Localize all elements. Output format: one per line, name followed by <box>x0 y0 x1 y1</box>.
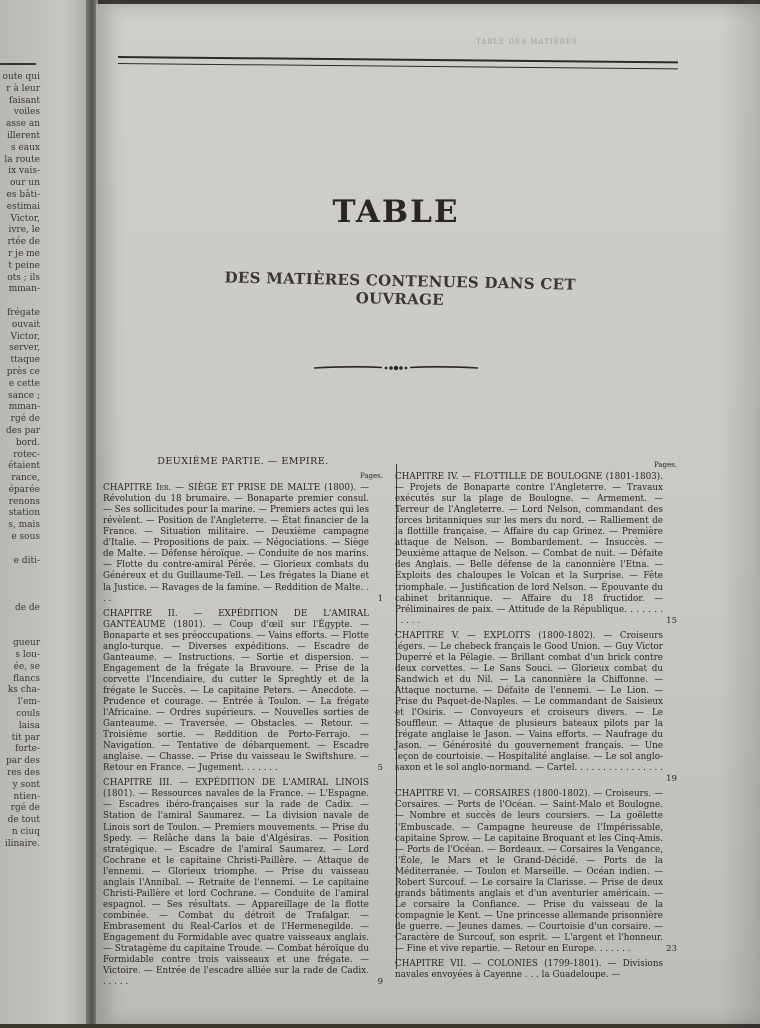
left-page-line: r à leur <box>6 83 40 94</box>
left-page-line: ée, se <box>13 661 40 672</box>
chapter-summary: — Divisions navales envoyées à Cayenne . . . la Guadeloupe. — <box>395 959 664 981</box>
toc-entry <box>395 472 677 627</box>
page-subtitle: DES MATIÈRES CONTENUES DANS CET OUVRAGE <box>224 268 576 309</box>
left-page-line: ouvait <box>11 319 40 330</box>
page-number: 5 <box>377 763 383 774</box>
left-page-line: ntien- <box>13 791 40 802</box>
running-head: TABLE DES MATIÈRES <box>476 38 578 46</box>
part-heading: DEUXIÈME PARTIE. — EMPIRE. <box>157 456 329 467</box>
toc-entry <box>395 631 677 786</box>
left-page-line <box>0 296 40 308</box>
left-page-line: la route <box>4 154 40 165</box>
left-page-line: rotec- <box>13 449 40 460</box>
left-page-line: laisa <box>18 720 40 731</box>
left-page-line: es bâti- <box>6 189 40 200</box>
chapter-heading: CHAPITRE IV. — FLOTTILLE DE BOULOGNE (1801-1803). <box>395 472 663 483</box>
chapter-summary: — Croiseurs. — Corsaires. — Ports de l'Océan. — Saint-Malo et Boulogne. — Nombre et succès de leurs coursiers. — La goëlette l'Embuscade. — Campagne heureuse de l'Impérissable, capitaine Sprow. — Le capitaine Broquant et les Cinq-Amis. — Ports de l'Océan. — Bordeaux. — Corsaires la Vengance, l'Éole, le Mars et le Grand-Décidé. — Ports de la Méditerranée. — Toulon et Marseille. — Océan indien. — Robert Surcouf. — Le corsaire la Clarisse. — Prise de deux grands bâtiments anglais et d'un aventurier américain. — Le corsaire la Confiance. — Prise du vaisseau de la compagnie le Kent. — Une princesse allemande prisonnière de guerre. — Jeunes dames. — Courtoisie d'un corsaire. — Caractère de Surcouf, son esprit. — L'argent et l'honneur. — Fine et vive repartie. — Retour en Europe. . . . . . . <box>395 789 663 955</box>
left-page-line: renons <box>8 496 40 507</box>
left-page-line: des par <box>6 425 40 436</box>
top-double-rule <box>118 56 678 69</box>
toc-left-column <box>103 456 383 992</box>
left-page-line: ks cha- <box>7 685 40 696</box>
chapter-summary: (1801). — Coup d'œil sur l'Égypte. — Bonaparte et ses préoccupations. — Vains efforts. — Flotte anglo-turque. — Diverses expéditions. — Escadre de Ganteaume. — Instructions. — Sortie et dispersion. — Engagement de la frégate la Bravoure. — Prise de la corvette l'Incendiaire, du cutter le Spreghtly et de la frégate le Succès. — Le capitaine Peters. — Anecdote. — Prudence et courage. — Entrée à Toulon. — La frégate l'Africaine. — Ordres supérieurs. — Nouvelles sorties de Ganteaume. — Traversée. — Obstacles. — Retour. — Troisième sortie. — Reddition de Porto-Ferrajo. — Navigation. — Tentative de débarquement. — Escadre anglaise. — Chasse. — Prise du vaisseau le Swiftshure. — Retour en France. — Jugement. . . . . . . <box>103 619 369 774</box>
left-page-line: tit par <box>11 732 40 743</box>
left-page-line: rgé de <box>10 803 40 814</box>
toc-page <box>96 4 760 1024</box>
left-page-line: rance, <box>11 473 40 484</box>
toc-entry <box>395 789 677 955</box>
left-page-line: s lou- <box>15 650 40 661</box>
left-page-line <box>0 591 40 603</box>
left-page-line: s, mais <box>8 520 40 531</box>
left-page-line: Victor, <box>10 213 40 224</box>
page-number: 1 <box>377 593 383 604</box>
left-page-line: étaient <box>8 461 40 472</box>
chapter-summary: — Projets de Bonaparte contre l'Angleterre. — Travaux exécutés sur la plage de Boulogne. — Armement. — Terreur de l'Angleterre. — Lord Nelson, commandant des forces britanniques sur les mers du nord. — Ralliement de la flottille française. — Affaire du cap Grinez. — Première attaque de Nelson. — Bombardement. — Insuccès. — Deuxième attaque de Nelson. — Combat de nuit. — Défaite des Anglais. — Belle défense de la canonnière l'Etna. — Exploits des chaloupes le Volcan et la Surprise. — Fête triomphale. — Justification de lord Nelson. — Épouvante du cabinet britannique. — Affaire du 18 fructidor. — Préliminaires de paix. — Attitude de la République. . . . . . . . . . . . <box>395 483 663 626</box>
left-page-line: station <box>8 508 40 519</box>
left-page-line: couls <box>16 709 40 720</box>
chapter-summary: — Révolution du 18 brumaire. — Bonaparte premier consul. — Ses sollicitudes pour la marine. — Premiers actes qui les révèlent. — Position de l'Angleterre. — État financier de la France. — Situation militaire. — Deuxième campagne d'Italie. — Propositions de paix. — Négociations. — Siège de Malte. — Défense héroïque. — Conduite de nos marins. — Flotte du contre-amiral Pérée. — Glorieux combats du Généreux et du Guillaume-Tell. — Les frégates la Diane et la Justice. — Ravages de la famine. — Reddition de Malte. . . . <box>103 483 370 604</box>
page-number: 23 <box>666 944 677 955</box>
left-page-line: de tout <box>7 815 40 826</box>
left-page-line: s eaux <box>10 142 40 153</box>
left-page-line: r je me <box>7 248 40 259</box>
left-page-line: forte- <box>14 744 40 755</box>
left-page-line: server, <box>9 343 40 354</box>
left-page-line: rtée de <box>7 237 40 248</box>
left-page-line <box>0 567 40 579</box>
left-page-line: asse an <box>6 119 40 130</box>
left-page-line: n ciuq <box>11 827 40 837</box>
left-page-line: ix vais- <box>8 166 40 177</box>
page-number: 15 <box>666 615 677 626</box>
left-page-line: y sont <box>12 779 40 790</box>
pages-label: Pages. <box>653 461 677 469</box>
left-page-line: Victor, <box>10 331 40 342</box>
left-page-text <box>0 72 40 851</box>
left-page-line: ots ; ils <box>7 272 40 283</box>
toc-entry <box>103 609 383 775</box>
left-page-line: frégate <box>6 307 40 318</box>
left-page-line: ttaque <box>10 355 40 366</box>
left-page-line <box>0 626 40 638</box>
left-page-line: sance ; <box>7 390 40 401</box>
chapter-summary: — Ressources navales de la France. — L'Espagne. — Escadres ibéro-françaises sur la rade de Cadix. — Station de l'amiral Saumarez. — La division navale de Linois sort de Toulon. — Premiers mouvements. — Prise du Spedy. — Relâche dans la baie d'Algésiras. — Position stratégique. — Escadre de l'amiral Saumarez. — Lord Cochrane et le capitaine Christi-Paillère. — Attaque de l'ennemi. — Glorieux triomphe. — Prise du vaisseau anglais l'Annibal. — Retraite de l'ennemi. — Le capitaine Christi-Paillère et lord Cochrane. — Conduite de l'amiral espagnol. — Ses résultats. — Appareillage de la flotte combinée. — Combat du détroit de Trafalgar. — Embrasement du Real-Carlos et de l'Hermenegilde. — Engagement du Formidable avec quatre vaisseaux anglais. — Stratagème du capitaine Troude. — Combat héroïque du Formidable contre trois vaisseaux et une frégate. — Victoire. — Entrée de l'escadre alliée sur la rade de Cadix. . . . . . <box>103 789 369 988</box>
left-page-line: e cette <box>8 378 40 389</box>
left-page-line: e diti- <box>13 555 40 566</box>
chapter-heading: CHAPITRE V. — EXPLOITS (1800-1802). <box>395 630 596 641</box>
chapter-heading: CHAPITRE VI. — CORSAIRES (1800-1802). <box>395 789 591 800</box>
left-page-line <box>0 544 40 556</box>
page-number: 9 <box>377 977 383 988</box>
toc-entry <box>103 483 383 605</box>
page-title: TABLE <box>332 194 460 230</box>
left-page-line: voiles <box>13 107 40 118</box>
left-page-line: t peine <box>8 260 40 271</box>
left-page-line: mman- <box>8 402 40 413</box>
chapter-summary: — Croiseurs légers. — Le chebeck français le Good Union. — Guy Victor Duperré et la Pélagie. — Brillant combat d'un brick contre deux corvettes. — Le Sans Souci. — Glorieux combat du Sandwich et du Nil. — La canonnière la Chiffonne. — Attaque nocturne. — Défaite de l'ennemi. — Le Lion. — Prise du Paquet-de-Naples. — Le commandant de Saisieux et l'Osiris. — Convoyeurs et croiseurs divers. — Le Souffleur. — Attaque de plusieurs bateaux pilots par la frégate anglaise le Jason. — Vains efforts. — Naufrage du Jason. — Générosité du gouvernement français. — Une leçon de courtoisie. — Hospitalité anglaise. — Le sol anglo-saxon et le sol anglo-normand. — Cartel. . . . . . . . . . . . . . . . . <box>395 630 664 785</box>
chapter-heading: CHAPITRE VII. — COLONIES (1799-1801). <box>395 959 602 970</box>
left-page-line: de de <box>14 602 40 613</box>
left-page-line <box>0 579 40 591</box>
left-page-line: ilinaire. <box>4 838 40 849</box>
left-page-line: ivre, le <box>8 225 40 236</box>
chapter-heading: CHAPITRE Ier. — SIÈGE ET PRISE DE MALTE (1800). <box>103 483 357 494</box>
left-page-line: l'em- <box>17 697 40 708</box>
left-page-line: e sous <box>11 532 40 543</box>
chapter-heading: CHAPITRE II. — EXPÉDITION DE L'AMIRAL GANTEAUME <box>103 608 369 630</box>
pages-label: Pages. <box>359 472 383 481</box>
toc-entry <box>103 778 383 988</box>
left-page-line: faisant <box>9 95 40 106</box>
left-page-line: our un <box>10 178 40 189</box>
toc-right-column <box>395 461 677 985</box>
left-page-line: flancs <box>13 673 40 684</box>
left-page-line: près ce <box>6 366 40 377</box>
left-page-line <box>0 615 40 627</box>
left-facing-page <box>0 0 92 1024</box>
left-page-line: oute qui <box>2 72 40 82</box>
page-number: 19 <box>666 774 677 785</box>
left-page-line: éparée <box>8 484 40 495</box>
page-edge-shade <box>720 4 760 1028</box>
ornament-rule <box>312 362 480 374</box>
left-page-line: par des <box>6 756 40 767</box>
left-page-line: estimai <box>6 201 40 212</box>
left-page-line: rgé de <box>10 414 40 425</box>
left-page-line: mman- <box>8 284 40 295</box>
left-page-line: res des <box>7 768 40 779</box>
left-page-line: bord. <box>15 437 40 448</box>
chapter-heading: CHAPITRE III. — EXPÉDITION DE L'AMIRAL LINOIS (1801). <box>103 778 369 800</box>
left-page-rule <box>0 63 36 65</box>
left-page-line: illerent <box>6 130 40 141</box>
left-page-line: gueur <box>13 638 40 649</box>
toc-entry <box>395 959 677 981</box>
